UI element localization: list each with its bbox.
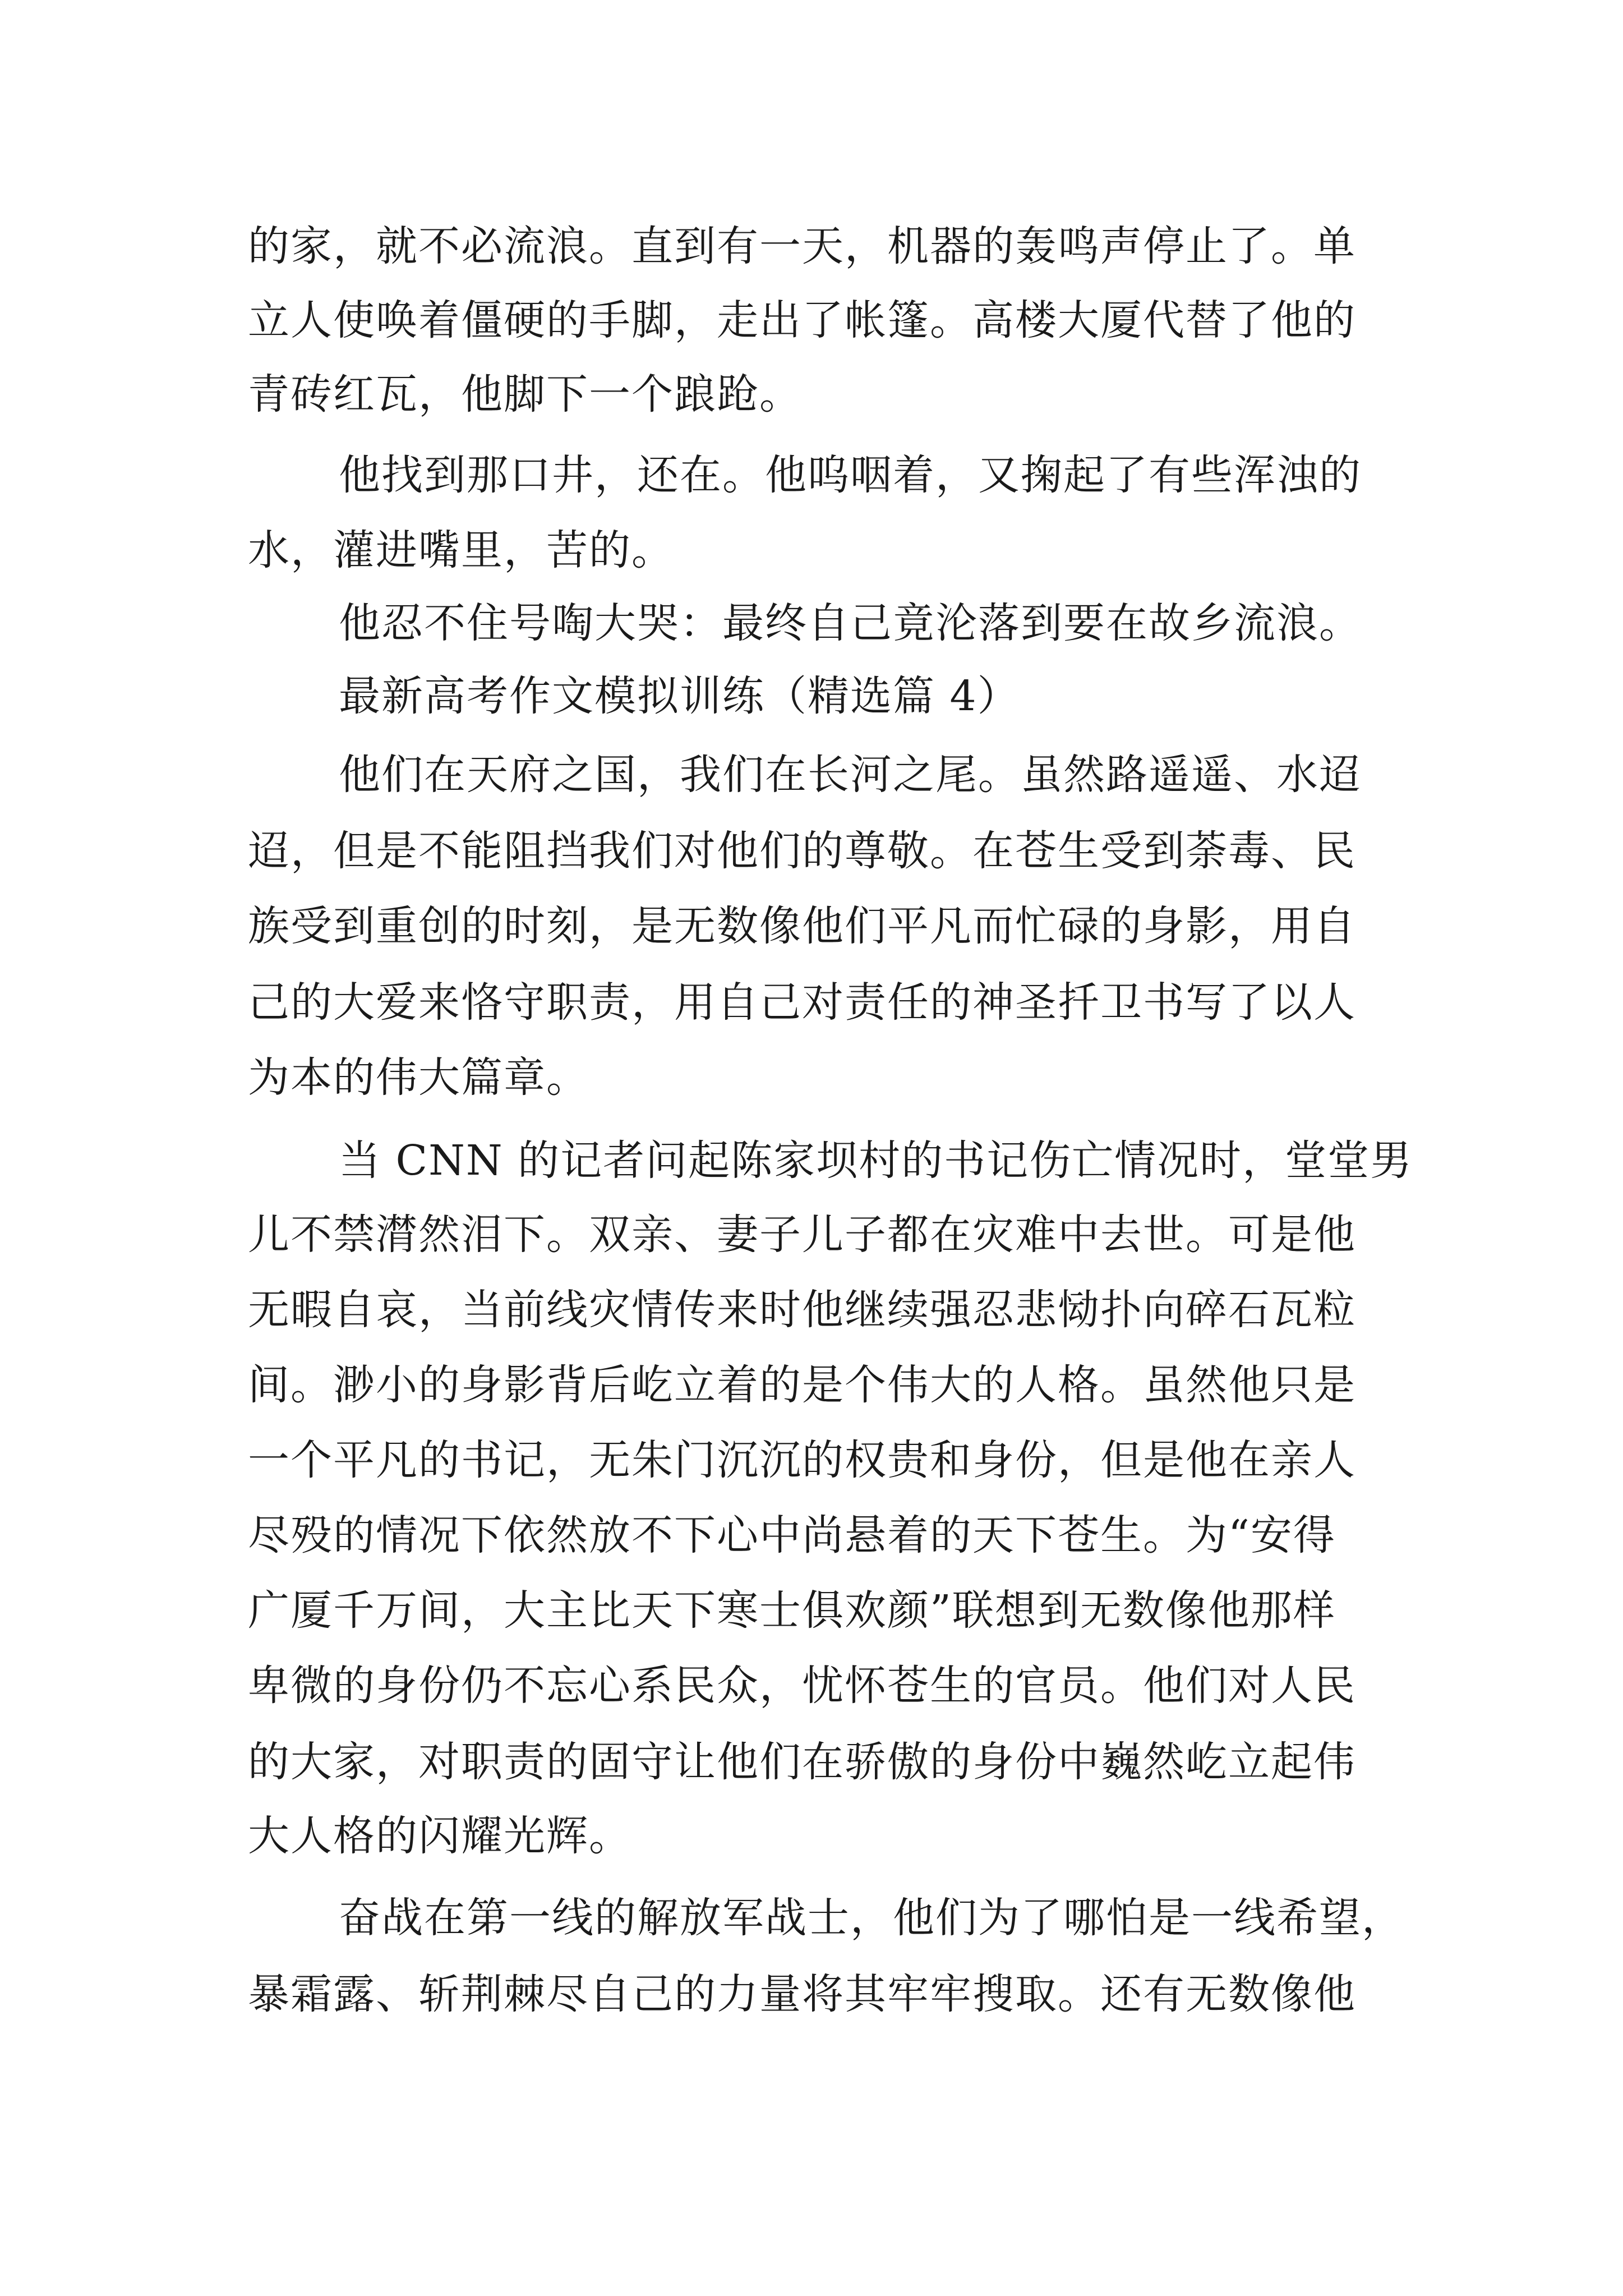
text-line: 暴霜露、斩荆棘尽自己的力量将其牢牢搜取。还有无数像他: [248, 1970, 1356, 2018]
text-line: 当 CNN 的记者问起陈家坝村的书记伤亡情况时，堂堂男: [339, 1137, 1413, 1185]
text-line: 的大家，对职责的固守让他们在骄傲的身份中巍然屹立起伟: [248, 1738, 1356, 1786]
text-line: 水，灌进嘴里，苦的。: [248, 526, 674, 574]
text-line: 族受到重创的时刻，是无数像他们平凡而忙碌的身影，用自: [248, 902, 1356, 950]
text-line: 他忍不住号啕大哭：最终自己竟沦落到要在故乡流浪。: [339, 599, 1362, 647]
text-line: 儿不禁潸然泪下。双亲、妻子儿子都在灾难中去世。可是他: [248, 1211, 1356, 1259]
text-line: 为本的伟大篇章。: [248, 1053, 589, 1102]
text-line: 一个平凡的书记，无朱门沉沉的权贵和身份，但是他在亲人: [248, 1436, 1356, 1484]
text-line: 尽殁的情况下依然放不下心中尚悬着的天下苍生。为“安得: [248, 1511, 1336, 1559]
text-line: 奋战在第一线的解放军战士，他们为了哪怕是一线希望，: [339, 1894, 1404, 1942]
text-line: 他们在天府之国，我们在长河之尾。虽然路遥遥、水迢: [339, 751, 1362, 799]
text-line: 立人使唤着僵硬的手脚，走出了帐篷。高楼大厦代替了他的: [248, 296, 1356, 344]
text-line: 他找到那口井，还在。他呜咽着，又掬起了有些浑浊的: [339, 451, 1362, 499]
text-line: 无暇自哀，当前线灾情传来时他继续强忍悲恸扑向碎石瓦粒: [248, 1286, 1356, 1334]
text-line: 的家，就不必流浪。直到有一天，机器的轰鸣声停止了。单: [248, 222, 1356, 270]
text-line: 卑微的身份仍不忘心系民众，忧怀苍生的官员。他们对人民: [248, 1662, 1356, 1710]
text-line: 迢，但是不能阻挡我们对他们的尊敬。在苍生受到荼毒、民: [248, 827, 1356, 875]
text-line: 间。渺小的身影背后屹立着的是个伟大的人格。虽然他只是: [248, 1361, 1356, 1409]
text-line: 大人格的闪耀光辉。: [248, 1812, 631, 1860]
text-line: 青砖红瓦，他脚下一个踉跄。: [248, 370, 802, 418]
text-line: 己的大爱来恪守职责，用自己对责任的神圣扦卫书写了以人: [248, 978, 1356, 1027]
section-heading: 最新高考作文模拟训练（精选篇 4）: [339, 672, 1020, 720]
text-line: 广厦千万间，大主比天下寒士俱欢颜”联想到无数像他那样: [248, 1586, 1336, 1635]
